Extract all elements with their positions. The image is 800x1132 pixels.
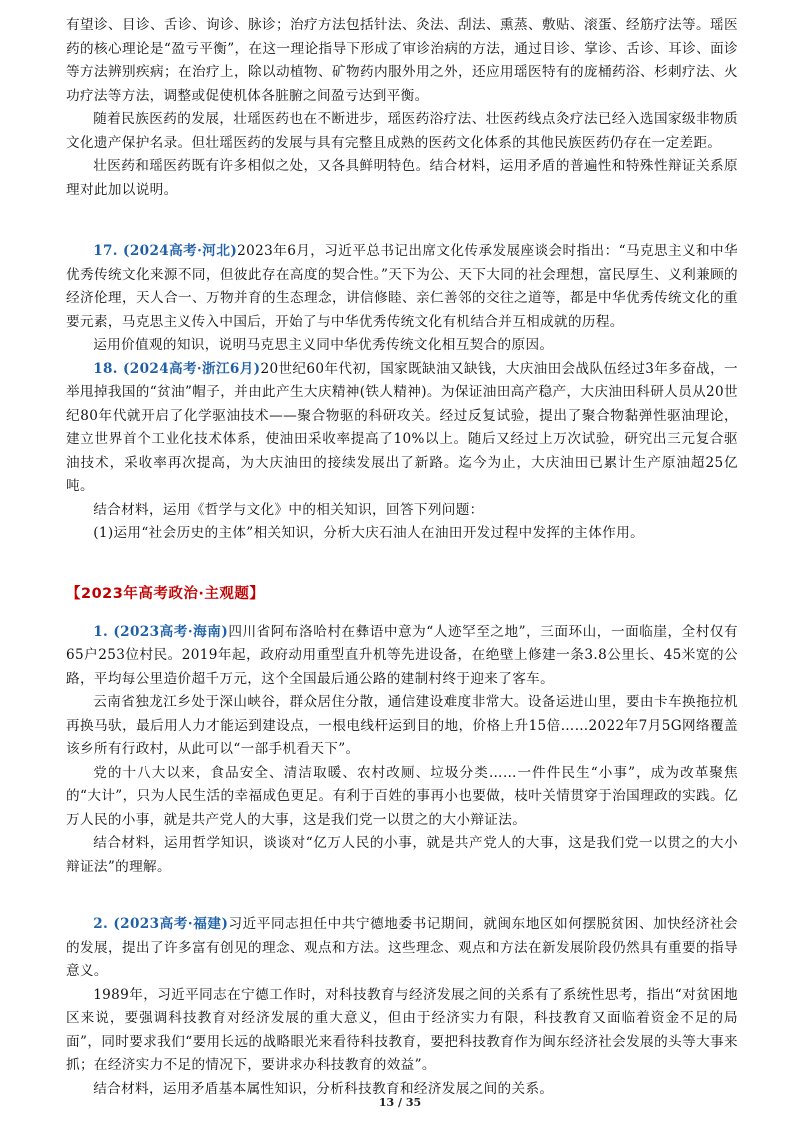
section-heading: 【2023年高考政治·主观题】 (66, 585, 265, 602)
prev-question-text: 随着民族医药的发展，壮瑶医药也在不断进步，瑶医药浴疗法、壮医药线点灸疗法已经入选国家级非物质文化遗产保护名录。但壮瑶医药的发展与具有完整且成熟的医药文化体系的其他民族医药仍存在一定差距。 (66, 111, 738, 151)
prev-question-text: 有望诊、目诊、舌诊、询诊、脉诊；治疗方法包括针法、灸法、刮法、熏蒸、敷贴、滚蛋、经筋疗法等。瑶医药的核心理论是“盈亏平衡”，在这一理论指导下形成了审诊治病的方法，通过目诊、掌诊、舌诊、耳诊、面诊等方法辨别疾病；在治疗上，除以动植物、矿物药内服外用之外，还应用瑶医特有的庞桶药浴、杉刺疗法、火功疗法等方法，调整或促使机体各脏腑之间盈亏达到平衡。 (66, 17, 738, 104)
question-text: 四川省阿布洛哈村在彝语中意为“人迹罕至之地”，三面环山，一面临崖，全村仅有65户253位村民。2019年起，政府动用重型直升机等先进设备，在绝壁上修建一条3.8公里长、45米宽的公路，平均每公里造价超千万元，这个全国最后通公路的建制村终于迎来了客车。 (66, 623, 738, 687)
question-subprompt: (1)运用“社会历史的主体”相关知识，分析大庆石油人在油田开发过程中发挥的主体作用。 (93, 525, 645, 541)
question-source: (2023高考·海南) (113, 623, 229, 640)
question-1 (66, 621, 738, 692)
question-2 (66, 913, 738, 984)
question-number: 17. (93, 243, 124, 259)
question-number: 1. (93, 623, 114, 640)
question-text: 习近平同志担任中共宁德地委书记期间，就闽东地区如何摆脱贫困、加快经济社会的发展，提出了许多富有创见的理念、观点和方法。这些理念、观点和方法在新发展阶段仍然具有重要的指导意义。 (66, 916, 738, 979)
spacer (66, 202, 738, 240)
page-number: 13 / 35 (378, 1096, 422, 1109)
question-18 (66, 358, 738, 499)
question-source: (2023高考·福建) (113, 916, 229, 932)
question-17 (66, 240, 738, 334)
question-source: (2024高考·浙江6月) (122, 360, 261, 377)
question-number: 2. (93, 916, 114, 932)
question-text: 云南省独龙江乡处于深山峡谷，群众居住分散，通信建设难度非常大。设备运进山里，要由卡车换拖拉机再换马驮，最后用人力才能运到建设点，一根电线杆运到目的地，价格上升15倍……2022年7月5G网络覆盖该乡所有行政村，从此可以“一部手机看天下”。 (66, 694, 738, 757)
question-prompt: 结合材料，运用矛盾基本属性知识，分析科技教育和经济发展之间的关系。 (93, 1080, 554, 1097)
document-page (66, 14, 738, 1101)
question-prompt: 结合材料，运用《哲学与文化》中的相关知识，回答下列问题： (93, 501, 484, 518)
question-prompt: 结合材料，运用哲学知识，谈谈对“亿万人民的小事，就是共产党人的大事，这是我们党一以贯之的大小辩证法”的理解。 (66, 835, 738, 875)
prev-question-prompt: 壮医药和瑶医药既有许多相似之处，又各具鲜明特色。结合材料，运用矛盾的普遍性和特殊性辩证关系原理对此加以说明。 (66, 158, 738, 198)
question-text: 1989年，习近平同志在宁德工作时，对科技教育与经济发展之间的关系有了系统性思考，指出“对贫困地区来说，要强调科技教育对经济发展的重大意义，但由于经济实力有限，科技教育又面临着资金不足的局面”，同时要求我们“要用长远的战略眼光来看待科技教育，要把科技教育作为闽东经济社会发展的头等大事来抓；在经济实力不足的情况下，要讲求办科技教育的效益”。 (66, 986, 738, 1073)
question-text: 2023年6月，习近平总书记出席文化传承发展座谈会时指出：“马克思主义和中华优秀传统文化来源不同，但彼此存在高度的契合性。”天下为公、天下大同的社会理想，富民厚生、义利兼顾的经济伦理，天人合一、万物并育的生态理念，讲信修睦、亲仁善邻的交往之道等，都是中华优秀传统文化的重要元素，马克思主义传入中国后，开始了与中华优秀传统文化有机结合并互相成就的历程。 (66, 243, 738, 330)
question-prompt: 运用价值观的知识，说明马克思主义同中华优秀传统文化相互契合的原因。 (93, 337, 554, 353)
spacer (66, 879, 738, 913)
question-source: (2024高考·河北) (123, 243, 238, 259)
question-number: 18. (93, 360, 123, 377)
question-text: 党的十八大以来，食品安全、清洁取暖、农村改厕、垃圾分类……一件件民生“小事”，成为改革聚焦的“大计”，只为人民生活的幸福成色更足。有利于百姓的事再小也要做，枝叶关情贯穿于治国理政的实践。亿万人民的小事，就是共产党人的大事，这是我们党一以贯之的大小辩证法。 (66, 764, 738, 828)
question-text: 20世纪60年代初，国家既缺油又缺钱，大庆油田会战队伍经过3年多奋战，一举甩掉我国的“贫油”帽子，并由此产生大庆精神(铁人精神)。为保证油田高产稳产，大庆油田科研人员从20世纪80年代就开启了化学驱油技术——聚合物驱的科研攻关。经过反复试验，提出了聚合物黏弹性驱油理论，建立世界首个工业化技术体系，使油田采收率提高了10%以上。随后又经过上万次试验，研究出三元复合驱油技术，采收率再次提高，为大庆油田的接续发展出了新路。迄今为止，大庆油田已累计生产原油超25亿吨。 (66, 360, 738, 494)
